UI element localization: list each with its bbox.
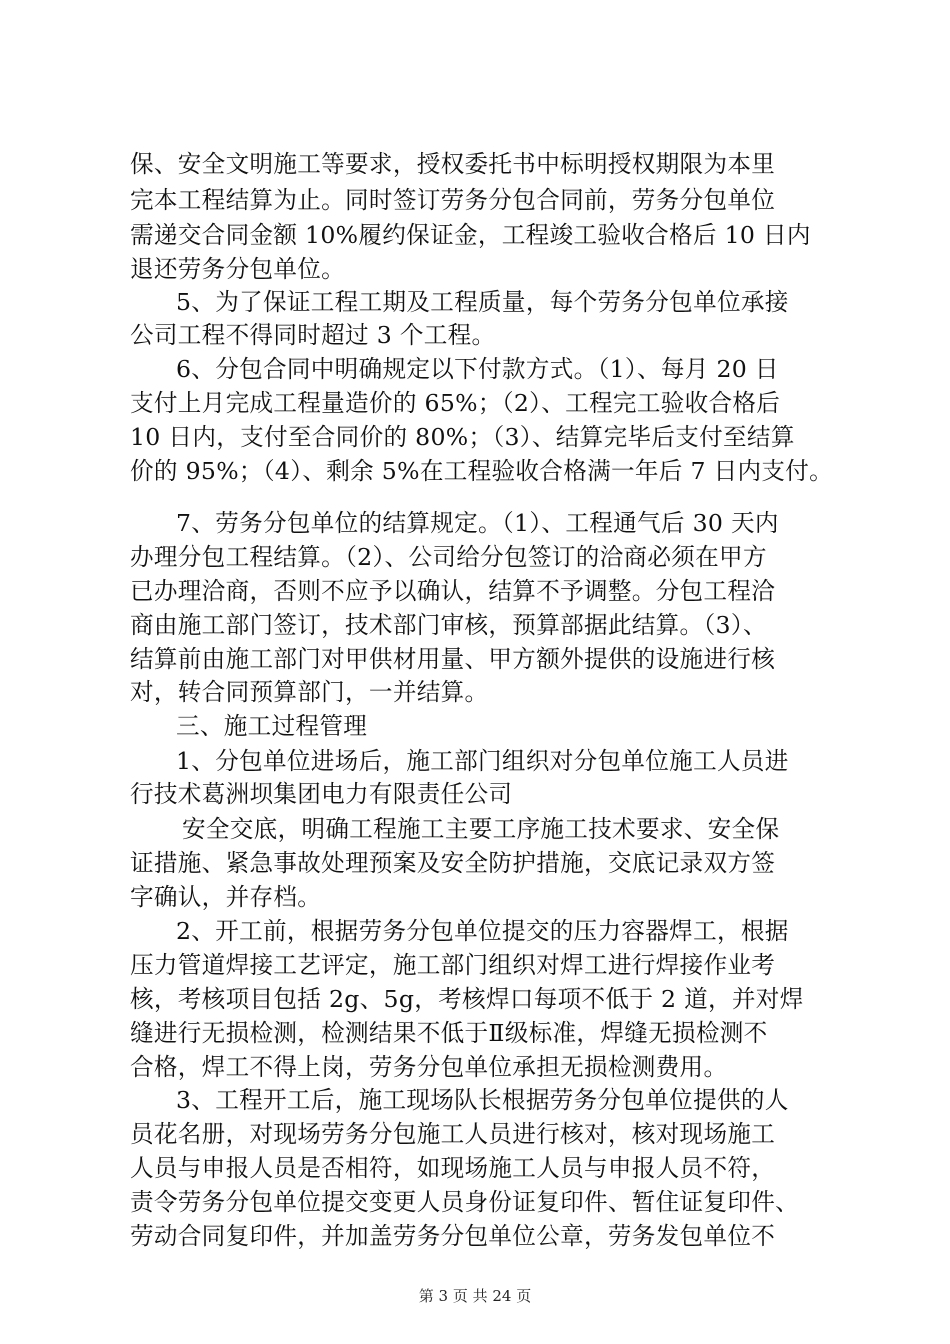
page-footer: 第 3 页 共 24 页 [418, 1287, 532, 1305]
text-line: 人员与申报人员是否相符，如现场施工人员与申报人员不符， [130, 1154, 776, 1182]
text-line: 行技术葛洲坝集团电力有限责任公司 [130, 780, 513, 808]
text-line: 支付上月完成工程量造价的 65%；（2）、工程完工验收合格后 [130, 389, 781, 417]
text-line: 7、劳务分包单位的结算规定。（1）、工程通气后 30 天内 [176, 509, 779, 537]
text-line: 1、分包单位进场后，施工部门组织对分包单位施工人员进 [176, 747, 789, 775]
text-line: 证措施、紧急事故处理预案及安全防护措施，交底记录双方签 [130, 849, 776, 877]
text-line: 10 日内，支付至合同价的 80%；（3）、结算完毕后支付至结算 [130, 423, 795, 451]
text-line: 劳动合同复印件，并加盖劳务分包单位公章，劳务发包单位不 [130, 1222, 776, 1250]
text-line: 安全交底，明确工程施工主要工序施工技术要求、安全保 [182, 815, 780, 843]
text-line: 2、开工前，根据劳务分包单位提交的压力容器焊工，根据 [176, 917, 789, 945]
text-line: 完本工程结算为止。同时签订劳务分包合同前，劳务分包单位 [130, 186, 776, 214]
text-line: 公司工程不得同时超过 3 个工程。 [130, 321, 496, 349]
text-line: 6、分包合同中明确规定以下付款方式。（1）、每月 20 日 [176, 355, 779, 383]
text-line: 三、施工过程管理 [176, 712, 368, 740]
text-line: 5、为了保证工程工期及工程质量，每个劳务分包单位承接 [176, 288, 789, 316]
text-line: 缝进行无损检测，检测结果不低于Ⅱ级标准，焊缝无损检测不 [130, 1019, 768, 1047]
text-line: 商由施工部门签订，技术部门审核，预算部据此结算。（3）、 [130, 611, 767, 639]
text-line: 对，转合同预算部门，一并结算。 [130, 678, 489, 706]
text-line: 退还劳务分包单位。 [130, 255, 346, 283]
text-line: 已办理洽商，否则不应予以确认，结算不予调整。分包工程洽 [130, 577, 776, 605]
text-line: 办理分包工程结算。（2）、公司给分包签订的洽商必须在甲方 [130, 543, 767, 571]
text-line: 3、工程开工后，施工现场队长根据劳务分包单位提供的人 [176, 1086, 789, 1114]
text-line: 员花名册，对现场劳务分包施工人员进行核对，核对现场施工 [130, 1120, 776, 1148]
text-line: 价的 95%；（4）、剩余 5%在工程验收合格满一年后 7 日内支付。 [130, 457, 834, 485]
text-line: 结算前由施工部门对甲供材用量、甲方额外提供的设施进行核 [130, 645, 776, 673]
text-line: 合格，焊工不得上岗，劳务分包单位承担无损检测费用。 [130, 1053, 728, 1081]
text-line: 责令劳务分包单位提交变更人员身份证复印件、暂住证复印件、 [130, 1188, 800, 1216]
text-line: 需递交合同金额 10%履约保证金，工程竣工验收合格后 10 日内 [130, 221, 811, 249]
text-line: 压力管道焊接工艺评定，施工部门组织对焊工进行焊接作业考 [130, 951, 776, 979]
text-line: 核，考核项目包括 2g、5g，考核焊口每项不低于 2 道，并对焊 [130, 985, 804, 1013]
text-line: 保、安全文明施工等要求，授权委托书中标明授权期限为本里 [130, 150, 776, 178]
text-line: 字确认，并存档。 [130, 883, 322, 911]
